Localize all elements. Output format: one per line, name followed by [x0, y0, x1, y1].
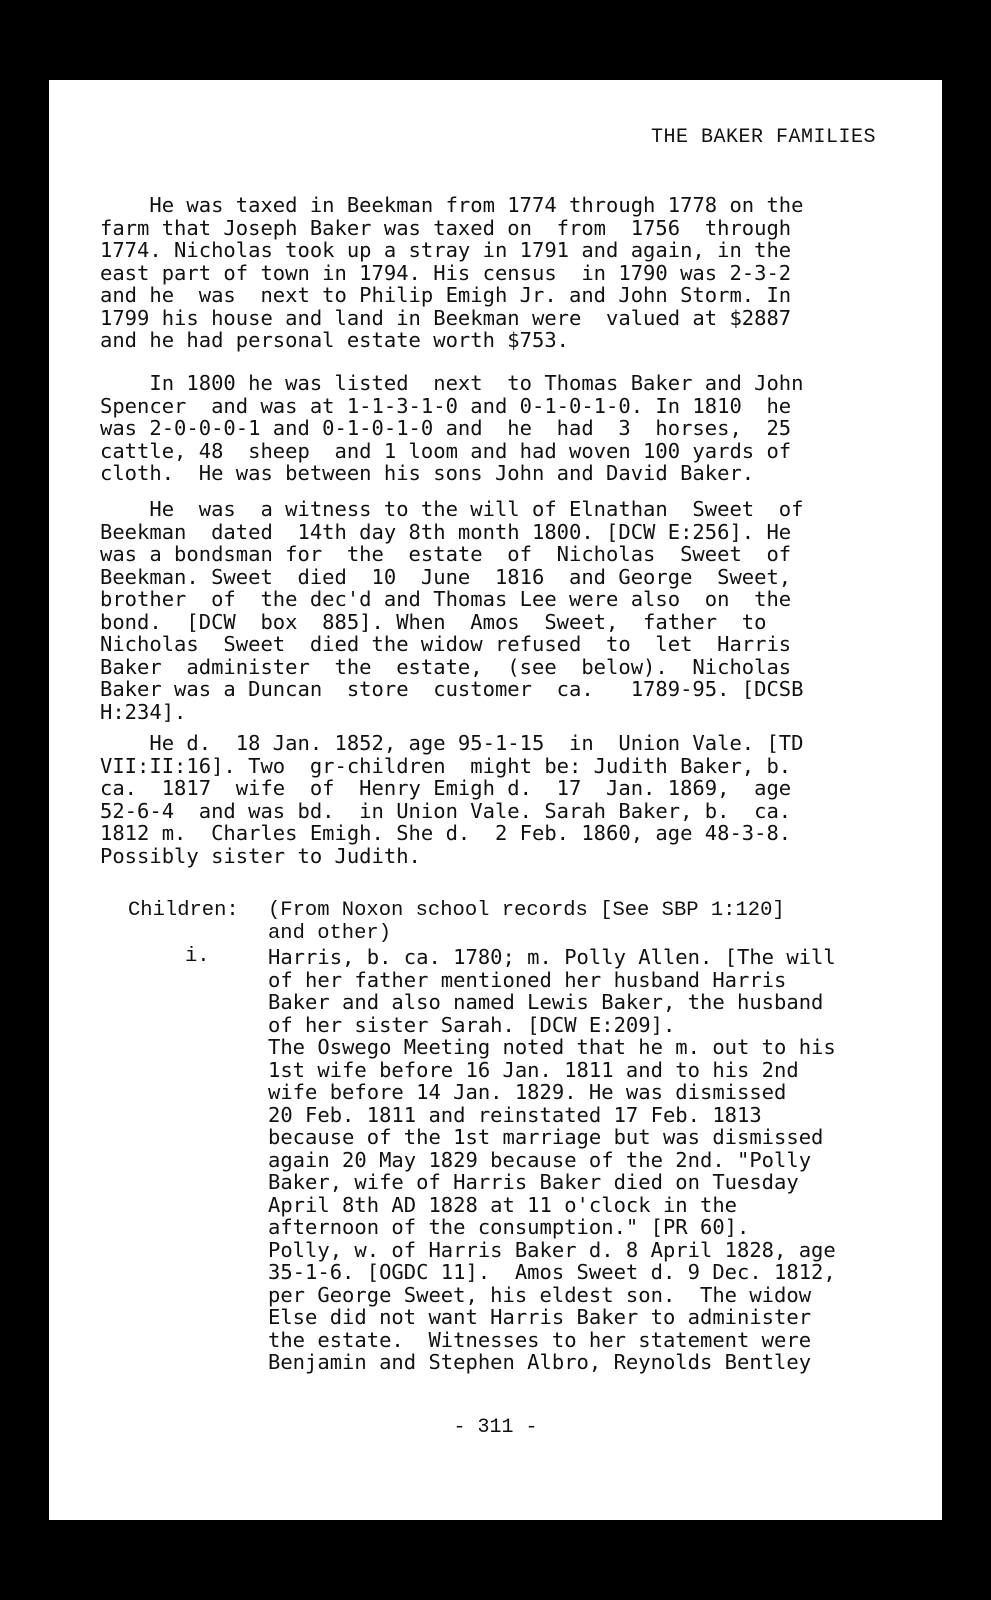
- paragraph-death: He d. 18 Jan. 1852, age 95-1-15 in Union Vale. [TD VII:II:16]. Two gr-children might be: Judith Baker, b. ca. 1817 wife of Henry Emigh d. 17 Jan. 1869, age 52-6-4 and was bd. in Union Vale. Sarah Baker, b. ca. 1812 m. Charles Emigh. She d. 2 Feb. 1860, age 48-3-8. Possibly sister to Judith.: [100, 731, 804, 868]
- child-number: i.: [185, 945, 210, 968]
- children-label: Children:: [128, 899, 239, 922]
- running-header: THE BAKER FAMILIES: [650, 126, 876, 149]
- paragraph-census: In 1800 he was listed next to Thomas Baker and John Spencer and was at 1-1-3-1-0 and 0-1-0-1-0. In 1810 he was 2-0-0-0-1 and 0-1-0-1-0 and he had 3 horses, 25 cattle, 48 sheep and 1 loom and had woven 100 yards of cloth. He was between his sons John and David Baker.: [100, 371, 804, 485]
- page-number: - 311 -: [453, 1416, 538, 1439]
- child-entry-harris: Harris, b. ca. 1780; m. Polly Allen. [The will of her father mentioned her husband Harris Baker and also named Lewis Baker, the husband of her sister Sarah. [DCW E:209]. The Oswego Meeting noted that he m. out to his 1st wife before 16 Jan. 1811 and to his 2nd wife before 14 Jan. 1829. He was dismissed 20 Feb. 1811 and reinstated 17 Feb. 1813 because of the 1st marriage but was dismissed again 20 May 1829 because of the 2nd. "Polly Baker, wife of Harris Baker died on Tuesday April 8th AD 1828 at 11 o'clock in the afternoon of the consumption." [PR 60]. Polly, w. of Harris Baker d. 8 April 1828, age 35-1-6. [OGDC 11]. Amos Sweet d. 9 Dec. 1812, per George Sweet, his eldest son. The widow Else did not want Harris Baker to administer the estate. Witnesses to her statement were Benjamin and Stephen Albro, Reynolds Bentley: [268, 945, 836, 1374]
- children-note: (From Noxon school records [See SBP 1:120] and other): [268, 899, 785, 945]
- paragraph-witness: He was a witness to the will of Elnathan Sweet of Beekman dated 14th day 8th month 1800. [DCW E:256]. He was a bondsman for the estate of Nicholas Sweet of Beekman. Sweet died 10 June 1816 and George Sweet, brother of the dec'd and Thomas Lee were also on the bond. [DCW box 885]. When Amos Sweet, father to Nicholas Sweet died the widow refused to let Harris Baker administer the estate, (see below). Nicholas Baker was a Duncan store customer ca. 1789-95. [DCSB H:234].: [100, 497, 804, 724]
- document-page: [49, 80, 942, 1520]
- paragraph-taxes: He was taxed in Beekman from 1774 through 1778 on the farm that Joseph Baker was taxed on from 1756 through 1774. Nicholas took up a stray in 1791 and again, in the east part of town in 1794. His census in 1790 was 2-3-2 and he was next to Philip Emigh Jr. and John Storm. In 1799 his house and land in Beekman were valued at $2887 and he had personal estate worth $753.: [100, 193, 804, 352]
